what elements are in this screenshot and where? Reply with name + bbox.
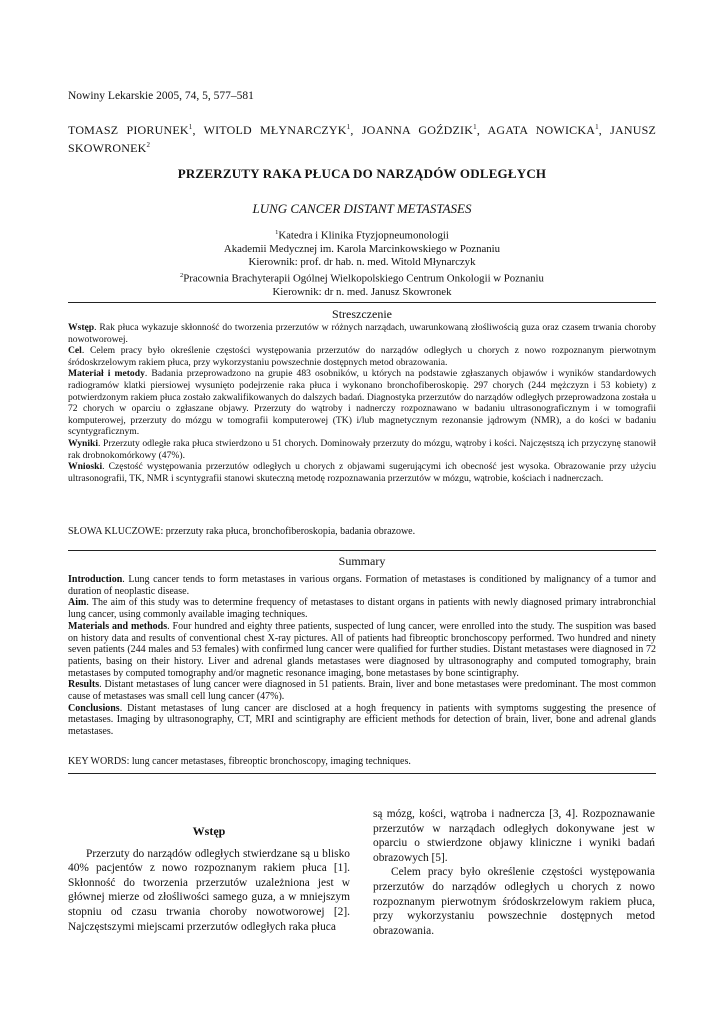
abstract-pl-section: Wnioski. Częstość występowania przerzutów odległych u chorych z objawami sugerującymi ich obecność jest wysoka. Obrazowanie przy użyciu ultrasonografii, TK, NMR i scyntygrafii stanowi skuteczną metodę rozpoznawania przerzutów w mózgu, wątrobie, kościach i nadnerczach. xyxy=(68,461,656,484)
abstract-en-section: Introduction. Lung cancer tends to form metastases in various organs. Formation of metastases is conditioned by malignancy of a tumor and duration of neoplastic disease. xyxy=(68,574,656,597)
body-column-left xyxy=(68,824,350,934)
keywords-pl: SŁOWA KLUCZOWE: przerzuty raka płuca, bronchofiberoskopia, badania obrazowe. xyxy=(68,526,416,537)
keywords-en: KEY WORDS: lung cancer metastases, fibreoptic bronchoscopy, imaging techniques. xyxy=(68,756,411,767)
author-affiliation-mark: 2 xyxy=(146,141,151,149)
body-column-right xyxy=(373,807,655,938)
author-affiliation-mark: 1 xyxy=(346,123,351,131)
affiliation-line: Kierownik: dr n. med. Janusz Skowronek xyxy=(272,286,452,298)
author-name: WITOLD MŁYNARCZYK xyxy=(203,123,347,137)
author-affiliation-mark: 1 xyxy=(188,123,193,131)
author-name: TOMASZ PIORUNEK xyxy=(68,123,189,137)
author-name: JOANNA GOŹDZIK xyxy=(361,123,474,137)
author-name: AGATA NOWICKA xyxy=(487,123,596,137)
affiliation-line: $^2$Pracownia Brachyterapii Ogólnej Wielkopolskiego Centrum Onkologii w Poznaniu xyxy=(180,272,544,285)
affiliation-line: Akademii Medycznej im. Karola Marcinkowskiego w Poznaniu xyxy=(223,242,501,255)
abstract-pl-section: Wstęp. Rak płuca wykazuje skłonność do tworzenia przerzutów w różnych narządach, uwarunkowaną złośliwością guza oraz czasem trwania choroby nowotworowej. xyxy=(68,322,656,345)
article-title: PRZERZUTY RAKA PŁUCA DO NARZĄDÓW ODLEGŁYCH xyxy=(177,166,547,181)
section-divider xyxy=(68,550,656,551)
section-divider xyxy=(68,302,656,303)
abstract-en-heading: Summary xyxy=(338,554,386,568)
affiliation-line: $^1$Katedra i Klinika Ftyzjopneumonologii xyxy=(275,229,449,242)
article-subtitle: LUNG CANCER DISTANT METASTASES xyxy=(252,201,472,216)
author-affiliation-mark: 1 xyxy=(473,123,477,131)
affiliations xyxy=(68,226,656,299)
section-heading-introduction: Wstęp xyxy=(192,824,226,838)
abstract-pl-section: Cel. Celem pracy było określenie częstości występowania przerzutów do narządów odległych u chorych z nowo rozpoznanym pierwotnym śródoskrzelowym rakiem płuca, przy wykorzystaniu powszechnie dostępnych metod obrazowania. xyxy=(68,345,656,368)
body-paragraph: Przerzuty do narządów odległych stwierdzane są u blisko 40% pacjentów z nowo rozpoznanym rakiem płuca [1]. Skłonność do tworzenia przerzutów uzależniona jest w głównej mierze od złośliwości samego guza, a w mniejszym stopniu od czasu trwania choroby nowotworowej [2]. Najczęstszymi miejscami przerzutów odległych raka płuca xyxy=(68,847,350,933)
author-list: TOMASZ PIORUNEK$^1$, WITOLD MŁYNARCZYK$^1$, JOANNA GOŹDZIK$^1$, AGATA NOWICKA$^1$, JANUSZ SKOWRONEK$^2$ xyxy=(68,123,657,155)
body-paragraph: Celem pracy było określenie częstości występowania przerzutów do narządów odległych u chorych z nowo rozpoznanym pierwotnym śródoskrzelowym rakiem płuca, przy wykorzystaniu powszechnie dostępnych metod obrazowania. xyxy=(373,866,655,937)
abstract-en-section: Conclusions. Distant metastases of lung cancer are disclosed at a hogh frequency in patients with symptoms suggesting the presence of metastases. Imaging by ultrasonography, CT, MRI and scintigraphy are efficient methods for detection of brain, liver, bone and adrenal glands metastases. xyxy=(68,702,656,738)
abstract-pl-heading: Streszczenie xyxy=(332,307,392,321)
abstract-en xyxy=(68,574,656,738)
abstract-pl-section: Materiał i metody. Badania przeprowadzono na grupie 483 osobników, u których na podstawie zgłaszanych objawów i wyników standardowych radiogramów klatki piersiowej wysunięto podejrzenie raka płuca i wykonano bronchofiberoskopię. 297 chorych (244 mężczyzn i 53 kobiety) z potwierdzonym rakiem płuca zostało zakwalifikowanych do dalszych badań. Diagnostyka przerzutów do narządów odległych przeprowadzona została u 72 chorych w oparciu o zgłaszane objawy. Przerzuty do wątroby i nadnerczy rozpoznawano w badaniu ultrasonograficznym i w tomografii komputerowej, przerzuty do mózgu w tomografii komputerowej (TK) i/lub magnetycznym rezonansie jądrowym (NMR), a do kości w badaniu scyntygraficznym. xyxy=(68,368,657,438)
journal-reference: Nowiny Lekarskie 2005, 74, 5, 577–581 xyxy=(68,90,254,102)
abstract-en-section: Aim. The aim of this study was to determine frequency of metastases to distant organs in patients with newly diagnosed primary intrabronchial lung cancer, using commonly available imaging techniques. xyxy=(68,597,656,621)
author-affiliation-mark: 1 xyxy=(595,123,599,131)
abstract-pl xyxy=(68,322,656,484)
affiliation-line: Kierownik: prof. dr hab. n. med. Witold Młynarczyk xyxy=(248,256,476,268)
author-name: JANUSZ SKOWRONEK xyxy=(68,123,657,155)
abstract-en-section: Results. Distant metastases of lung cancer were diagnosed in 51 patients. Brain, liver and bone metastases were predominant. The most common cause of metastases was small cell lung cancer (47%). xyxy=(68,679,656,703)
body-paragraph: są mózg, kości, wątroba i nadnercza [3, 4]. Rozpoznawanie przerzutów w narządach odległych dokonywane jest w oparciu o stwierdzone objawy kliniczne i wyniki badań obrazowych [5]. xyxy=(373,808,655,864)
abstract-en-section: Materials and methods. Four hundred and eighty three patients, suspected of lung cancer, were enrolled into the study. The suspition was based on history data and results of conventional chest X-ray pictures. All of patients had fibreoptic bronchoscopy performed. Two hundred and ninety seven patients (244 males and 53 females) with confirmed lung cancer were qualified for further studies. Distant metastases were diagnosed in 72 patients, basing on their history. Liver and adrenal glands metastases were diagnosed by ultrasonography and computed tomography, brain metastases by computed tomography and/or magnetic resonance imaging, bone metastases by bone scintigraphy. xyxy=(68,620,656,679)
abstract-pl-section: Wyniki. Przerzuty odległe raka płuca stwierdzono u 51 chorych. Dominowały przerzuty do mózgu, wątroby i kości. Najczęstszą ich przyczynę stanowił rak drobnokomórkowy (47%). xyxy=(68,437,656,461)
section-divider xyxy=(68,773,656,774)
